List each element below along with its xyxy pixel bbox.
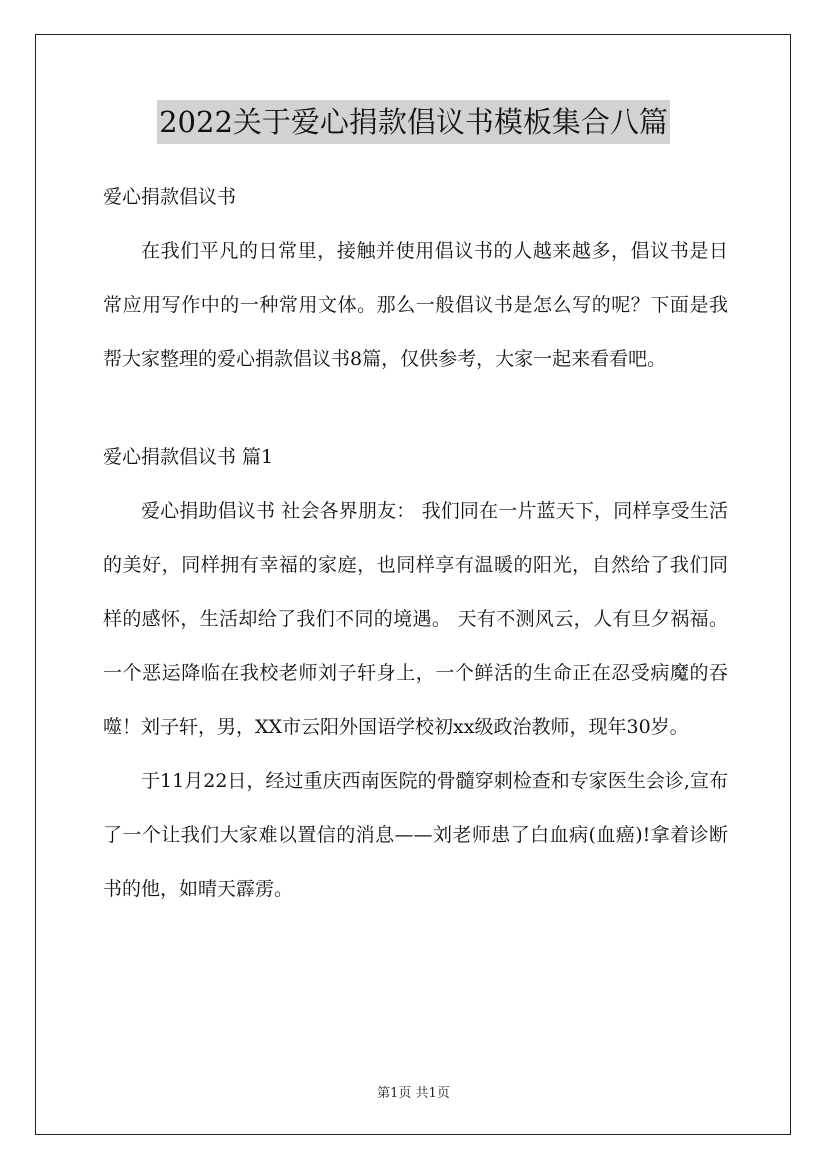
document-title: 2022关于爱心捐款倡议书模板集合八篇 bbox=[157, 100, 670, 144]
body-paragraph-1: 爱心捐助倡议书 社会各界朋友： 我们同在一片蓝天下，同样享受生活的美好，同样拥有幸福的家庭，也同样享有温暖的阳光，自然给了我们同样的感怀，生活却给了我们不同的境遇。 天有不测风云，人有旦夕祸福。一个恶运降临在我校老师刘子轩身上，一个鲜活的生命正在忍受病魔的吞噬！刘子轩，男，XX市云阳外国语学校初xx级政治教师，现年30岁。 bbox=[103, 500, 728, 738]
document-body bbox=[103, 170, 728, 916]
intro-heading: 爱心捐款倡议书 bbox=[103, 186, 237, 208]
section-heading: 爱心捐款倡议书 篇1 bbox=[103, 446, 274, 468]
page-footer: 第1页 共1页 bbox=[377, 1086, 450, 1101]
section-gap bbox=[103, 386, 728, 430]
intro-paragraph: 在我们平凡的日常里，接触并使用倡议书的人越来越多，倡议书是日常应用写作中的一种常用文体。那么一般倡议书是怎么写的呢？下面是我帮大家整理的爱心捐款倡议书8篇，仅供参考，大家一起来看看吧。 bbox=[103, 240, 728, 370]
body-paragraph-2: 于11月22日，经过重庆西南医院的骨髓穿刺检查和专家医生会诊,宣布了一个让我们大家难以置信的消息——刘老师患了白血病(血癌)!拿着诊断书的他，如晴天霹雳。 bbox=[103, 770, 728, 900]
title-container bbox=[0, 100, 827, 144]
